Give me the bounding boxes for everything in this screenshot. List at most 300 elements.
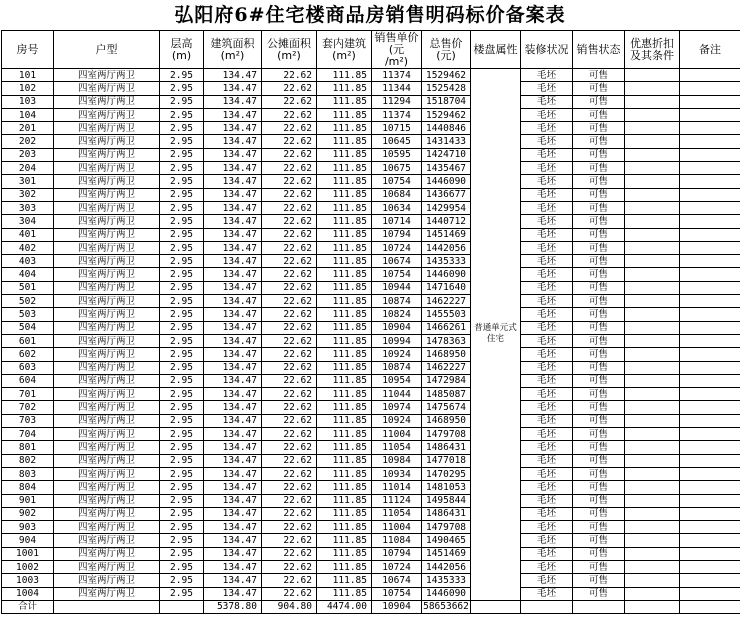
sale-status-cell: 可售 (573, 241, 625, 254)
total-price-cell: 1435333 (422, 574, 471, 587)
height-cell: 2.95 (160, 507, 204, 520)
room-cell: 104 (2, 108, 54, 121)
table-row (2, 481, 740, 494)
shared-area-cell: 22.62 (262, 122, 317, 135)
header-height: 层高 (m) (160, 31, 204, 69)
unit-price-cell: 10934 (372, 467, 422, 480)
total-price-cell: 1486431 (422, 441, 471, 454)
shared-area-cell: 22.62 (262, 441, 317, 454)
type-cell: 四室两厅两卫 (54, 162, 160, 175)
build-area-cell: 134.47 (204, 162, 262, 175)
inner-area-cell: 111.85 (317, 162, 372, 175)
decoration-cell: 毛坯 (521, 82, 573, 95)
room-cell: 804 (2, 481, 54, 494)
build-area-cell: 134.47 (204, 507, 262, 520)
sale-status-cell: 可售 (573, 215, 625, 228)
total-price-cell: 1446090 (422, 587, 471, 600)
remarks-cell (680, 255, 740, 268)
decoration-cell: 毛坯 (521, 308, 573, 321)
inner-area-cell: 111.85 (317, 255, 372, 268)
discount-cell (625, 560, 680, 573)
height-cell: 2.95 (160, 560, 204, 573)
remarks-cell (680, 534, 740, 547)
decoration-cell: 毛坯 (521, 348, 573, 361)
decoration-cell: 毛坯 (521, 441, 573, 454)
discount-cell (625, 122, 680, 135)
build-area-cell: 134.47 (204, 534, 262, 547)
decoration-cell: 毛坯 (521, 414, 573, 427)
shared-area-cell: 22.62 (262, 201, 317, 214)
type-cell: 四室两厅两卫 (54, 148, 160, 161)
header-shared-area: 公摊面积 (m²) (262, 31, 317, 69)
inner-area-cell: 111.85 (317, 122, 372, 135)
inner-area-cell: 111.85 (317, 414, 372, 427)
unit-price-cell: 11004 (372, 521, 422, 534)
build-area-cell: 134.47 (204, 321, 262, 334)
decoration-cell: 毛坯 (521, 148, 573, 161)
remarks-cell (680, 547, 740, 560)
inner-area-cell: 111.85 (317, 441, 372, 454)
sale-status-cell: 可售 (573, 175, 625, 188)
build-area-cell: 134.47 (204, 255, 262, 268)
remarks-cell (680, 201, 740, 214)
room-cell: 904 (2, 534, 54, 547)
table-row (2, 148, 740, 161)
sale-status-cell: 可售 (573, 95, 625, 108)
sale-status-cell: 可售 (573, 268, 625, 281)
sale-status-cell: 可售 (573, 148, 625, 161)
type-cell: 四室两厅两卫 (54, 534, 160, 547)
total-price-cell: 1440712 (422, 215, 471, 228)
table-row (2, 295, 740, 308)
room-cell: 304 (2, 215, 54, 228)
unit-price-cell: 10715 (372, 122, 422, 135)
total-label: 合计 (2, 600, 54, 613)
height-cell: 2.95 (160, 228, 204, 241)
inner-area-cell: 111.85 (317, 215, 372, 228)
table-row (2, 388, 740, 401)
price-table (1, 30, 740, 614)
inner-area-cell: 111.85 (317, 201, 372, 214)
room-cell: 603 (2, 361, 54, 374)
shared-area-cell: 22.62 (262, 481, 317, 494)
remarks-cell (680, 507, 740, 520)
table-row (2, 374, 740, 387)
sale-status-cell: 可售 (573, 560, 625, 573)
build-area-cell: 134.47 (204, 201, 262, 214)
inner-area-cell: 111.85 (317, 534, 372, 547)
unit-price-cell: 10904 (372, 321, 422, 334)
type-cell: 四室两厅两卫 (54, 95, 160, 108)
shared-area-cell: 22.62 (262, 215, 317, 228)
unit-price-cell: 10874 (372, 361, 422, 374)
height-cell: 2.95 (160, 321, 204, 334)
shared-area-cell: 22.62 (262, 348, 317, 361)
shared-area-cell: 22.62 (262, 268, 317, 281)
total-price-cell: 1479708 (422, 521, 471, 534)
table-row (2, 534, 740, 547)
inner-area-cell: 111.85 (317, 361, 372, 374)
table-row (2, 228, 740, 241)
unit-price-cell: 10984 (372, 454, 422, 467)
shared-area-cell: 22.62 (262, 521, 317, 534)
room-cell: 802 (2, 454, 54, 467)
discount-cell (625, 587, 680, 600)
sale-status-cell: 可售 (573, 441, 625, 454)
discount-cell (625, 454, 680, 467)
remarks-cell (680, 321, 740, 334)
height-cell: 2.95 (160, 268, 204, 281)
unit-price-cell: 11014 (372, 481, 422, 494)
sale-status-cell: 可售 (573, 162, 625, 175)
total-price-cell: 1440846 (422, 122, 471, 135)
total-price-cell: 1442056 (422, 560, 471, 573)
total-price-cell: 1462227 (422, 295, 471, 308)
shared-area-cell: 22.62 (262, 414, 317, 427)
decoration-cell: 毛坯 (521, 241, 573, 254)
table-row (2, 454, 740, 467)
discount-cell (625, 175, 680, 188)
unit-price-cell: 10714 (372, 215, 422, 228)
table-row (2, 69, 740, 82)
room-cell: 402 (2, 241, 54, 254)
inner-area-cell: 111.85 (317, 401, 372, 414)
type-cell: 四室两厅两卫 (54, 587, 160, 600)
unit-price-cell: 10924 (372, 414, 422, 427)
discount-cell (625, 162, 680, 175)
unit-price-cell: 11044 (372, 388, 422, 401)
table-row (2, 348, 740, 361)
discount-cell (625, 69, 680, 82)
height-cell: 2.95 (160, 122, 204, 135)
type-cell: 四室两厅两卫 (54, 295, 160, 308)
discount-cell (625, 494, 680, 507)
table-row (2, 428, 740, 441)
decoration-cell: 毛坯 (521, 228, 573, 241)
total-price-cell: 1529462 (422, 69, 471, 82)
inner-area-cell: 111.85 (317, 388, 372, 401)
unit-price-cell: 10954 (372, 374, 422, 387)
unit-price-cell: 10724 (372, 241, 422, 254)
remarks-cell (680, 135, 740, 148)
total-price-cell: 1529462 (422, 108, 471, 121)
table-row (2, 241, 740, 254)
height-cell: 2.95 (160, 175, 204, 188)
height-cell: 2.95 (160, 361, 204, 374)
type-cell: 四室两厅两卫 (54, 268, 160, 281)
total-price-cell: 1477018 (422, 454, 471, 467)
type-cell: 四室两厅两卫 (54, 281, 160, 294)
build-area-cell: 134.47 (204, 95, 262, 108)
remarks-cell (680, 361, 740, 374)
discount-cell (625, 334, 680, 347)
shared-area-cell: 22.62 (262, 188, 317, 201)
inner-area-cell: 111.85 (317, 507, 372, 520)
property-attribute-cell: 普通单元式住宅 (471, 69, 521, 601)
table-row (2, 321, 740, 334)
height-cell: 2.95 (160, 441, 204, 454)
table-row (2, 547, 740, 560)
table-row (2, 95, 740, 108)
table-row (2, 414, 740, 427)
total-price-cell: 1436677 (422, 188, 471, 201)
decoration-cell: 毛坯 (521, 454, 573, 467)
height-cell: 2.95 (160, 148, 204, 161)
decoration-cell: 毛坯 (521, 188, 573, 201)
sale-status-cell: 可售 (573, 481, 625, 494)
remarks-cell (680, 175, 740, 188)
room-cell: 201 (2, 122, 54, 135)
inner-area-cell: 111.85 (317, 241, 372, 254)
height-cell: 2.95 (160, 587, 204, 600)
decoration-cell: 毛坯 (521, 108, 573, 121)
discount-cell (625, 428, 680, 441)
remarks-cell (680, 428, 740, 441)
remarks-cell (680, 148, 740, 161)
decoration-cell: 毛坯 (521, 481, 573, 494)
sale-status-cell: 可售 (573, 388, 625, 401)
build-area-cell: 134.47 (204, 361, 262, 374)
room-cell: 1003 (2, 574, 54, 587)
total-price-cell: 1470295 (422, 467, 471, 480)
shared-area-cell: 22.62 (262, 587, 317, 600)
table-row (2, 574, 740, 587)
unit-price-cell: 10724 (372, 560, 422, 573)
inner-area-cell: 111.85 (317, 334, 372, 347)
inner-area-cell: 111.85 (317, 108, 372, 121)
total-price-cell: 1525428 (422, 82, 471, 95)
height-cell: 2.95 (160, 188, 204, 201)
remarks-cell (680, 281, 740, 294)
room-cell: 502 (2, 295, 54, 308)
room-cell: 601 (2, 334, 54, 347)
inner-area-cell: 111.85 (317, 175, 372, 188)
total-build-area: 5378.80 (204, 600, 262, 613)
build-area-cell: 134.47 (204, 135, 262, 148)
shared-area-cell: 22.62 (262, 534, 317, 547)
inner-area-cell: 111.85 (317, 135, 372, 148)
sale-status-cell: 可售 (573, 574, 625, 587)
sale-status-cell: 可售 (573, 467, 625, 480)
sale-status-cell: 可售 (573, 228, 625, 241)
decoration-cell: 毛坯 (521, 388, 573, 401)
table-row (2, 268, 740, 281)
decoration-cell: 毛坯 (521, 201, 573, 214)
inner-area-cell: 111.85 (317, 587, 372, 600)
type-cell: 四室两厅两卫 (54, 122, 160, 135)
build-area-cell: 134.47 (204, 295, 262, 308)
inner-area-cell: 111.85 (317, 148, 372, 161)
decoration-cell: 毛坯 (521, 268, 573, 281)
sale-status-cell: 可售 (573, 534, 625, 547)
shared-area-cell: 22.62 (262, 148, 317, 161)
height-cell: 2.95 (160, 334, 204, 347)
shared-area-cell: 22.62 (262, 574, 317, 587)
table-row (2, 122, 740, 135)
type-cell: 四室两厅两卫 (54, 507, 160, 520)
decoration-cell: 毛坯 (521, 255, 573, 268)
sale-status-cell: 可售 (573, 108, 625, 121)
shared-area-cell: 22.62 (262, 361, 317, 374)
room-cell: 202 (2, 135, 54, 148)
type-cell: 四室两厅两卫 (54, 428, 160, 441)
total-price-cell: 1431433 (422, 135, 471, 148)
discount-cell (625, 574, 680, 587)
room-cell: 1002 (2, 560, 54, 573)
header-inner-area: 套内建筑 (m²) (317, 31, 372, 69)
height-cell: 2.95 (160, 494, 204, 507)
table-row (2, 401, 740, 414)
discount-cell (625, 308, 680, 321)
remarks-cell (680, 241, 740, 254)
type-cell: 四室两厅两卫 (54, 348, 160, 361)
table-row (2, 135, 740, 148)
header-sale-status: 销售状态 (573, 31, 625, 69)
height-cell: 2.95 (160, 162, 204, 175)
unit-price-cell: 10645 (372, 135, 422, 148)
type-cell: 四室两厅两卫 (54, 467, 160, 480)
sale-status-cell: 可售 (573, 428, 625, 441)
shared-area-cell: 22.62 (262, 374, 317, 387)
table-row (2, 82, 740, 95)
unit-price-cell: 11344 (372, 82, 422, 95)
discount-cell (625, 108, 680, 121)
build-area-cell: 134.47 (204, 228, 262, 241)
type-cell: 四室两厅两卫 (54, 69, 160, 82)
type-cell: 四室两厅两卫 (54, 308, 160, 321)
total-price-cell: 1468950 (422, 348, 471, 361)
height-cell: 2.95 (160, 201, 204, 214)
discount-cell (625, 215, 680, 228)
shared-area-cell: 22.62 (262, 135, 317, 148)
total-price-cell: 1429954 (422, 201, 471, 214)
total-price-cell: 1462227 (422, 361, 471, 374)
table-row (2, 441, 740, 454)
height-cell: 2.95 (160, 95, 204, 108)
inner-area-cell: 111.85 (317, 428, 372, 441)
sale-status-cell: 可售 (573, 334, 625, 347)
unit-price-cell: 11084 (372, 534, 422, 547)
unit-price-cell: 10994 (372, 334, 422, 347)
type-cell: 四室两厅两卫 (54, 547, 160, 560)
sale-status-cell: 可售 (573, 454, 625, 467)
build-area-cell: 134.47 (204, 69, 262, 82)
discount-cell (625, 295, 680, 308)
decoration-cell: 毛坯 (521, 560, 573, 573)
unit-price-cell: 10674 (372, 255, 422, 268)
type-cell: 四室两厅两卫 (54, 494, 160, 507)
shared-area-cell: 22.62 (262, 494, 317, 507)
decoration-cell: 毛坯 (521, 69, 573, 82)
shared-area-cell: 22.62 (262, 321, 317, 334)
build-area-cell: 134.47 (204, 467, 262, 480)
shared-area-cell: 22.62 (262, 334, 317, 347)
remarks-cell (680, 467, 740, 480)
room-cell: 401 (2, 228, 54, 241)
unit-price-cell: 10944 (372, 281, 422, 294)
shared-area-cell: 22.62 (262, 428, 317, 441)
total-inner-area: 4474.00 (317, 600, 372, 613)
height-cell: 2.95 (160, 547, 204, 560)
inner-area-cell: 111.85 (317, 521, 372, 534)
decoration-cell: 毛坯 (521, 521, 573, 534)
type-cell: 四室两厅两卫 (54, 401, 160, 414)
unit-price-cell: 10595 (372, 148, 422, 161)
type-cell: 四室两厅两卫 (54, 361, 160, 374)
unit-price-cell: 10754 (372, 587, 422, 600)
build-area-cell: 134.47 (204, 148, 262, 161)
room-cell: 902 (2, 507, 54, 520)
room-cell: 703 (2, 414, 54, 427)
type-cell: 四室两厅两卫 (54, 241, 160, 254)
discount-cell (625, 547, 680, 560)
type-cell: 四室两厅两卫 (54, 388, 160, 401)
room-cell: 503 (2, 308, 54, 321)
height-cell: 2.95 (160, 295, 204, 308)
remarks-cell (680, 228, 740, 241)
unit-price-cell: 11054 (372, 441, 422, 454)
build-area-cell: 134.47 (204, 308, 262, 321)
header-unit-price: 销售单价 (元 /m²) (372, 31, 422, 69)
sale-status-cell: 可售 (573, 414, 625, 427)
height-cell: 2.95 (160, 215, 204, 228)
shared-area-cell: 22.62 (262, 241, 317, 254)
remarks-cell (680, 401, 740, 414)
type-cell: 四室两厅两卫 (54, 108, 160, 121)
decoration-cell: 毛坯 (521, 507, 573, 520)
discount-cell (625, 467, 680, 480)
build-area-cell: 134.47 (204, 388, 262, 401)
type-cell: 四室两厅两卫 (54, 454, 160, 467)
sale-status-cell: 可售 (573, 401, 625, 414)
total-price-cell: 1486431 (422, 507, 471, 520)
remarks-cell (680, 348, 740, 361)
inner-area-cell: 111.85 (317, 454, 372, 467)
build-area-cell: 134.47 (204, 401, 262, 414)
unit-price-cell: 10754 (372, 175, 422, 188)
build-area-cell: 134.47 (204, 521, 262, 534)
decoration-cell: 毛坯 (521, 321, 573, 334)
decoration-cell: 毛坯 (521, 428, 573, 441)
build-area-cell: 134.47 (204, 454, 262, 467)
inner-area-cell: 111.85 (317, 308, 372, 321)
type-cell: 四室两厅两卫 (54, 135, 160, 148)
total-price-cell: 1442056 (422, 241, 471, 254)
table-row (2, 108, 740, 121)
discount-cell (625, 135, 680, 148)
table-row (2, 467, 740, 480)
room-cell: 303 (2, 201, 54, 214)
shared-area-cell: 22.62 (262, 454, 317, 467)
room-cell: 302 (2, 188, 54, 201)
remarks-cell (680, 587, 740, 600)
unit-price-cell: 11374 (372, 108, 422, 121)
unit-price-cell: 10674 (372, 574, 422, 587)
remarks-cell (680, 95, 740, 108)
room-cell: 903 (2, 521, 54, 534)
room-cell: 602 (2, 348, 54, 361)
total-price-cell: 1495844 (422, 494, 471, 507)
build-area-cell: 134.47 (204, 122, 262, 135)
remarks-cell (680, 494, 740, 507)
room-cell: 1001 (2, 547, 54, 560)
table-row (2, 334, 740, 347)
shared-area-cell: 22.62 (262, 308, 317, 321)
table-row (2, 521, 740, 534)
build-area-cell: 134.47 (204, 215, 262, 228)
build-area-cell: 134.47 (204, 374, 262, 387)
decoration-cell: 毛坯 (521, 334, 573, 347)
